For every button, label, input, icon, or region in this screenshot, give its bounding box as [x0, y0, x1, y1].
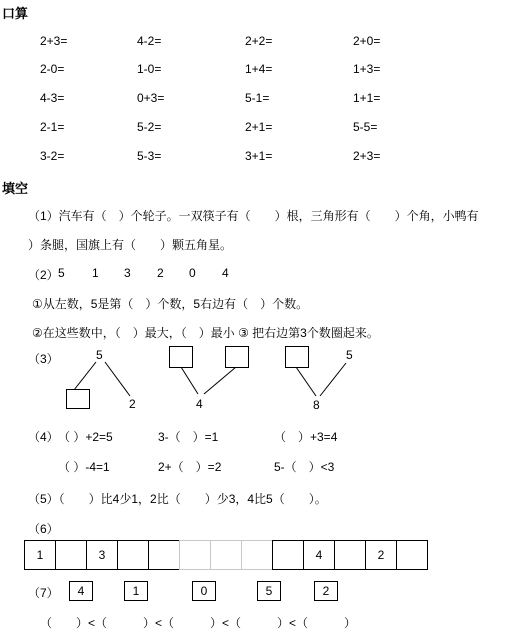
q3-tree1-left-box[interactable] — [66, 389, 90, 409]
q2-number: 5 — [58, 266, 65, 280]
q6-cell: 1 — [24, 540, 56, 570]
q7-box: 2 — [314, 581, 338, 601]
q3-tree2-right-box[interactable] — [225, 346, 249, 368]
oral-problem: 0+3= — [137, 91, 165, 105]
q4-equation: （ ）+3=4 — [274, 430, 338, 444]
oral-problem: 3+1= — [245, 149, 273, 163]
q4-label: （4） — [28, 430, 59, 444]
oral-problem: 2+1= — [245, 120, 273, 134]
q2-number: 1 — [92, 266, 99, 280]
oral-problem: 4-2= — [137, 34, 162, 48]
q3-label: （3） — [28, 352, 59, 366]
oral-problem: 2-1= — [40, 120, 65, 134]
q2-part-a: ①从左数，5是第（ ）个数，5右边有（ ）个数。 — [32, 297, 309, 311]
q3-tree1-right: 2 — [129, 397, 136, 411]
q2-part-b: ②在这些数中，（ ）最大，（ ）最小 ③ 把右边第3个数圈起来。 — [32, 326, 379, 340]
q3-tree2-bottom: 4 — [196, 397, 203, 411]
q3-tree1-top: 5 — [96, 348, 103, 362]
fill-section-title: 填空 — [2, 181, 29, 196]
q1-line2: ）条腿，国旗上有（ ）颗五角星。 — [28, 238, 233, 252]
oral-problem: 5-2= — [137, 120, 162, 134]
q4-equation: （ ）-4=1 — [58, 460, 110, 474]
oral-problem: 1+1= — [353, 91, 381, 105]
q6-cell[interactable] — [179, 540, 211, 570]
oral-problem: 5-5= — [353, 120, 378, 134]
q5-text: （5）（ ）比4少1，2比（ ）少3，4比5（ ）。 — [28, 492, 327, 506]
q6-cell[interactable] — [148, 540, 180, 570]
q6-cell: 3 — [86, 540, 118, 570]
oral-problem: 5-3= — [137, 149, 162, 163]
oral-problem: 2+0= — [353, 34, 381, 48]
q1-line1: （1）汽车有（ ）个轮子。一双筷子有（ ）根，三角形有（ ）个角，小鸭有 — [28, 209, 479, 223]
q6-cell[interactable] — [396, 540, 428, 570]
q2-number: 0 — [189, 266, 196, 280]
oral-problem: 2+2= — [245, 34, 273, 48]
q4-equation: 3-（ ）=1 — [158, 430, 219, 444]
q6-cell[interactable] — [55, 540, 87, 570]
oral-problem: 5-1= — [245, 91, 270, 105]
q3-tree3-bottom: 8 — [313, 398, 320, 412]
q6-cell: 2 — [365, 540, 397, 570]
q6-cell[interactable] — [241, 540, 273, 570]
q7-answer-line: （ ）<（ ）<（ ）<（ ）<（ ） — [40, 616, 357, 630]
q4-equation: （ ）+2=5 — [58, 430, 113, 444]
q4-equation: 2+（ ）=2 — [158, 460, 222, 474]
oral-section-title: 口算 — [2, 6, 29, 21]
q2-label: （2） — [28, 268, 59, 282]
q6-cell[interactable] — [117, 540, 149, 570]
q6-cell: 4 — [303, 540, 335, 570]
q3-tree3-top-right: 5 — [346, 348, 353, 362]
oral-problem: 2+3= — [40, 34, 68, 48]
q2-number: 4 — [222, 266, 229, 280]
oral-problem: 1-0= — [137, 62, 162, 76]
oral-problem: 2-0= — [40, 62, 65, 76]
oral-problem: 1+4= — [245, 62, 273, 76]
q7-label: （7） — [28, 586, 59, 600]
oral-problem: 2+3= — [353, 149, 381, 163]
q4-equation: 5-（ ）<3 — [274, 460, 335, 474]
q7-box: 5 — [257, 581, 281, 601]
q6-label: （6） — [28, 522, 59, 536]
q6-cell[interactable] — [334, 540, 366, 570]
q2-number: 3 — [124, 266, 131, 280]
q3-tree3-left-box[interactable] — [285, 346, 309, 368]
oral-problem: 3-2= — [40, 149, 65, 163]
q2-number: 2 — [157, 266, 164, 280]
q6-number-row — [25, 540, 428, 568]
q7-box: 4 — [69, 581, 93, 601]
q3-tree2-left-box[interactable] — [169, 346, 193, 368]
oral-problem: 4-3= — [40, 91, 65, 105]
oral-problem: 1+3= — [353, 62, 381, 76]
q6-cell[interactable] — [210, 540, 242, 570]
q7-box: 1 — [124, 581, 148, 601]
q7-box: 0 — [192, 581, 216, 601]
q6-cell[interactable] — [272, 540, 304, 570]
